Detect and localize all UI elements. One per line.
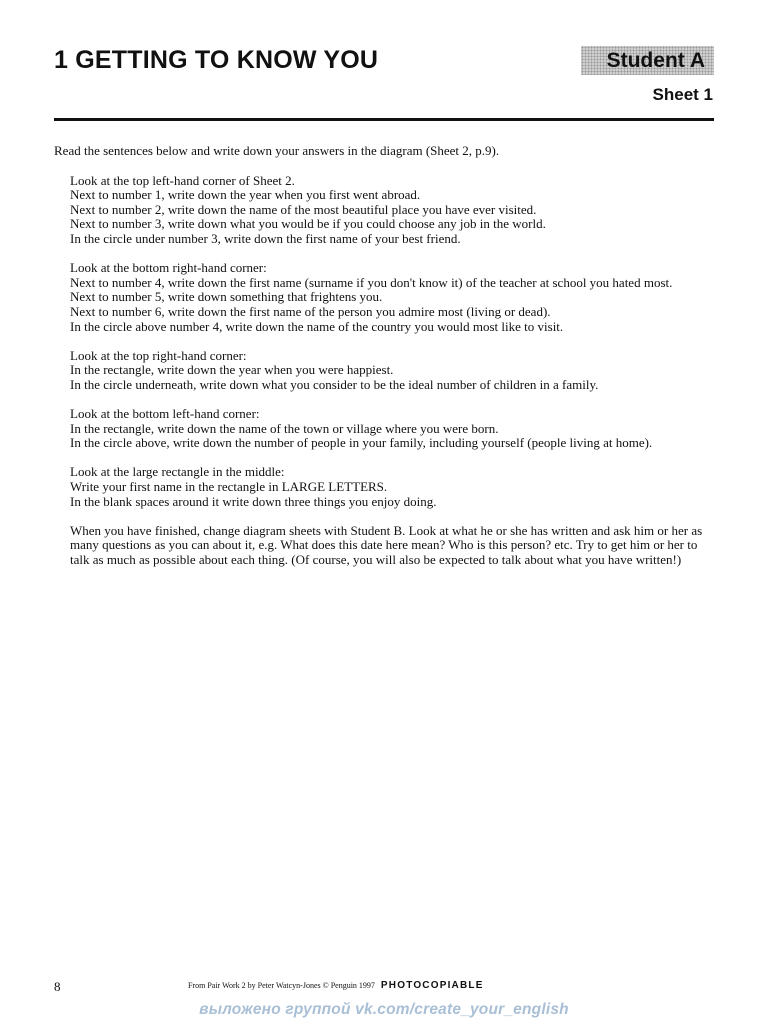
page-title: 1 GETTING TO KNOW YOU <box>54 46 379 74</box>
instruction-line: In the rectangle, write down the name of the town or village where you were born. <box>70 420 499 436</box>
footer-credit <box>188 979 484 993</box>
instruction-line: Next to number 4, write down the first name (surname if you don't know it) of the teacher at school you hated most. <box>70 274 673 290</box>
instruction-line: Next to number 3, write down what you would be if you could choose any job in the world. <box>70 216 546 232</box>
instruction-line: Look at the large rectangle in the middle: <box>70 464 285 480</box>
student-badge: Student A <box>581 46 714 75</box>
instruction-line: When you have finished, change diagram sheets with Student B. Look at what he or she has written and ask him or her as many questions as you can about it, e.g. What does this date here mean? Who is this person? etc. Try to get him or her to talk as much as possible about each thing. (Of course, you will also be expected to talk about what you have written!) <box>70 522 703 568</box>
instruction-line: Next to number 5, write down something that frightens you. <box>70 289 383 305</box>
instruction-line: In the circle above number 4, write down the name of the country you would most like to visit. <box>70 318 564 334</box>
instruction-line: In the circle underneath, write down what you consider to be the ideal number of children in a family. <box>70 376 599 392</box>
copyright-text: From Pair Work 2 by Peter Watcyn-Jones © Penguin 1997 <box>188 981 375 990</box>
instruction-line: Next to number 2, write down the name of the most beautiful place you have ever visited. <box>70 201 537 217</box>
instruction-line: In the blank spaces around it write down three things you enjoy doing. <box>70 493 437 509</box>
sheet-label: Sheet 1 <box>652 85 713 104</box>
instruction-line: Next to number 6, write down the first name of the person you admire most (living or dead). <box>70 303 551 319</box>
instruction-line: Write your first name in the rectangle in LARGE LETTERS. <box>70 479 388 495</box>
instruction-line: Look at the bottom left-hand corner: <box>70 406 260 422</box>
instruction-line: In the circle above, write down the number of people in your family, including yourself (people living at home). <box>70 435 653 451</box>
instruction-block-top-left <box>70 174 714 247</box>
page-number: 8 <box>54 979 61 994</box>
instruction-block-middle <box>70 465 714 509</box>
instruction-block-top-right <box>70 349 714 393</box>
instruction-line: Look at the top right-hand corner: <box>70 347 247 363</box>
instruction-block-bottom-right <box>70 261 714 334</box>
header-divider <box>54 118 714 121</box>
intro-text: Read the sentences below and write down your answers in the diagram (Sheet 2, p.9). <box>54 143 500 158</box>
instruction-line: Next to number 1, write down the year when you first went abroad. <box>70 187 421 203</box>
watermark: выложено группой vk.com/create_your_english <box>199 1001 569 1018</box>
instruction-line: Look at the bottom right-hand corner: <box>70 260 267 276</box>
photocopiable-label: PHOTOCOPIABLE <box>380 980 484 991</box>
instruction-block-bottom-left <box>70 407 714 451</box>
instruction-line: In the rectangle, write down the year when you were happiest. <box>70 362 394 378</box>
instructions <box>54 144 714 582</box>
instruction-line: Look at the top left-hand corner of Sheet 2. <box>70 172 295 188</box>
instruction-block-finish <box>70 524 714 568</box>
instruction-line: In the circle under number 3, write down the first name of your best friend. <box>70 230 461 246</box>
